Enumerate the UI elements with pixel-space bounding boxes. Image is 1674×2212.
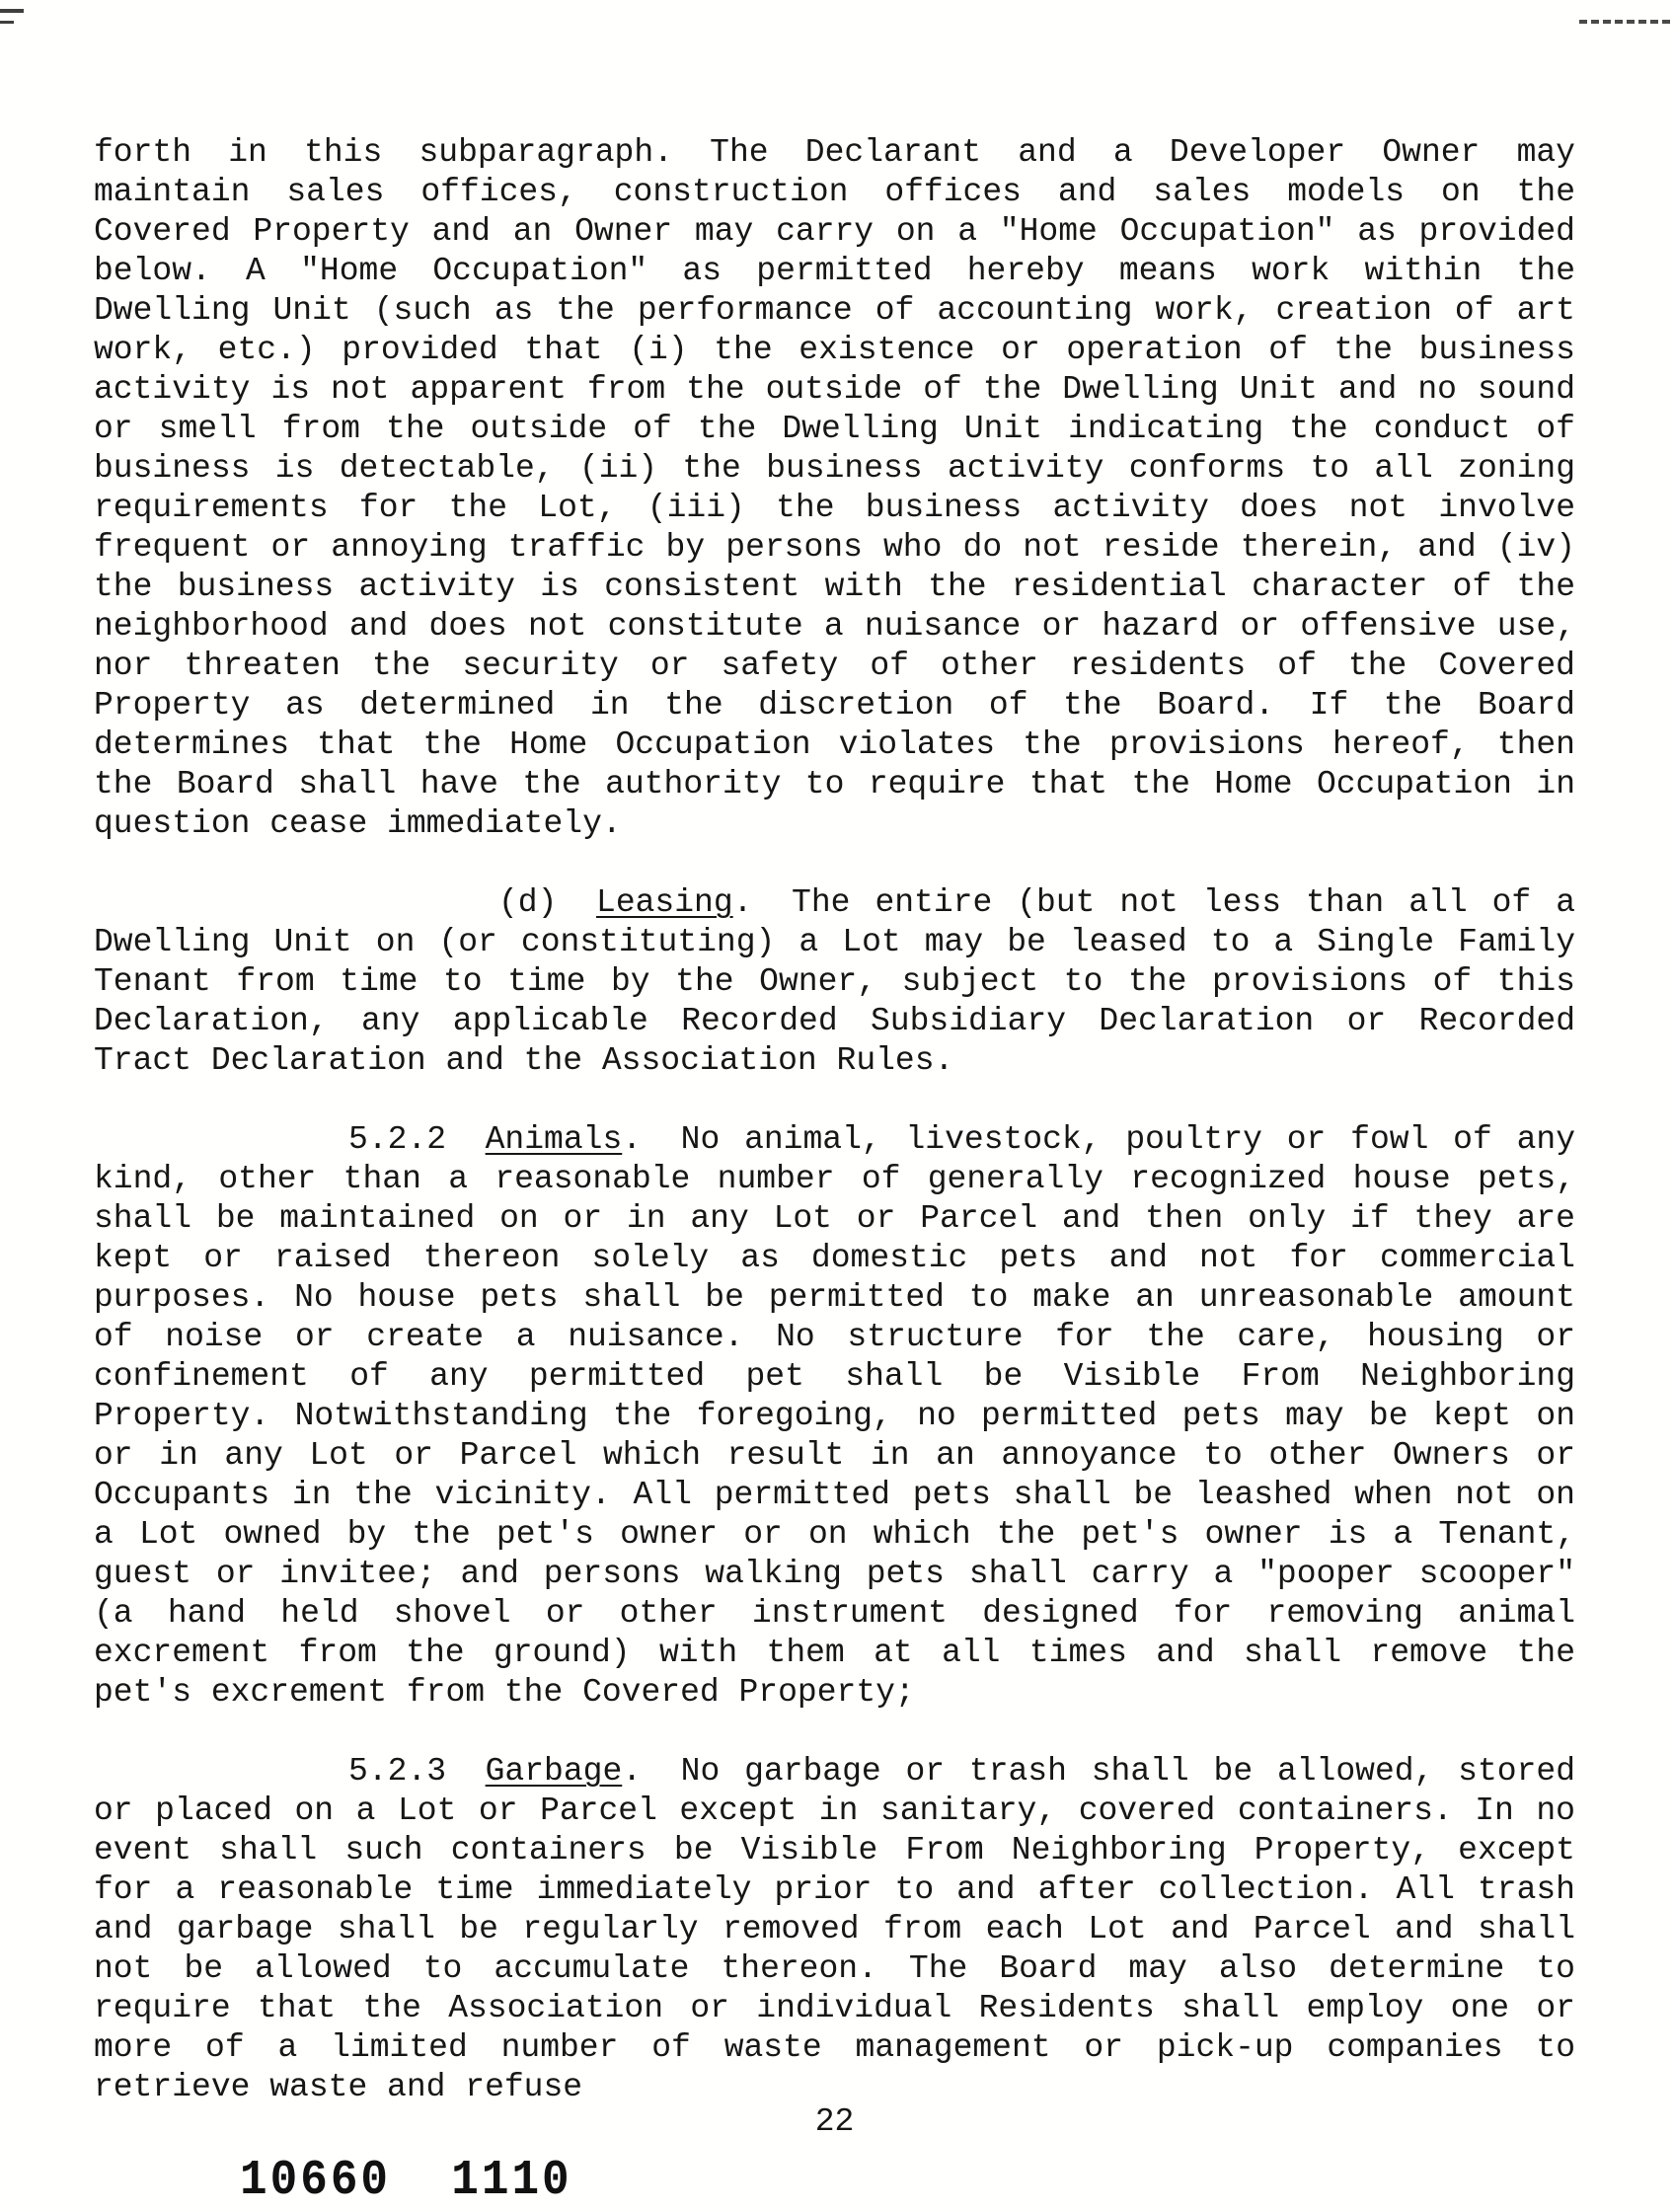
paragraph-text: The entire (but not less than all of a Dwelling Unit on (or constituting) a Lot may be leased to a Single Family Tenant from time to time by the Owner, subject to the provisions of this Declaration, any applicable Recorded Subsidiary Declaration or Recorded Tract Declaration and the Association Rules. [94,884,1575,1079]
paragraph-leasing [94,883,1575,1081]
section-letter: (d) [498,884,558,921]
section-number: 5.2.2 [348,1121,447,1158]
paragraph-text: No animal, livestock, poultry or fowl of any kind, other than a reasonable number of generally recognized house pets, shall be maintained on or in any Lot or Parcel and then only if they are kept or raised thereon solely as domestic pets and not for commercial purposes. No house pets shall be permitted to make an unreasonable amount of noise or create a nuisance. No structure for the care, housing or confinement of any permitted pet shall be Visible From Neighboring Property. Notwithstanding the foregoing, no permitted pets may be kept on or in any Lot or Parcel which result in an annoyance to other Owners or Occupants in the vicinity. All permitted pets shall be leashed when not on a Lot owned by the pet's owner or on which the pet's owner is a Tenant, guest or invitee; and persons walking pets shall carry a "pooper scooper" (a hand held shovel or other instrument designed for removing animal excrement from the ground) with them at all times and shall remove the pet's excrement from the Covered Property; [94,1121,1575,1711]
paragraph-home-occupation [94,133,1575,844]
scan-artifact-top-left-2 [0,21,14,24]
section-heading-leasing: Leasing [596,884,733,921]
section-heading-animals: Animals [485,1121,623,1158]
paragraph-text: forth in this subparagraph. The Declarant and a Developer Owner may maintain sales offices, construction offices and sales models on the Covered Property and an Owner may carry on a "Home Occupation" as provided below. A "Home Occupation" as permitted hereby means work within the Dwelling Unit (such as the performance of accounting work, creation of art work, etc.) provided that (i) the existence or operation of the business activity is not apparent from the outside of the Dwelling Unit and no sound or smell from the outside of the Dwelling Unit indicating the conduct of business is detectable, (ii) the business activity conforms to all zoning requirements for the Lot, (iii) the business activity does not involve frequent or annoying traffic by persons who do not reside therein, and (iv) the business activity is consistent with the residential character of the neighborhood and does not constitute a nuisance or hazard or offensive use, nor threaten the security or safety of other residents of the Covered Property as determined in the discretion of the Board. If the Board determines that the Home Occupation violates the provisions hereof, then the Board shall have the authority to require that the Home Occupation in question cease immediately. [94,134,1575,842]
paragraph-garbage [94,1752,1575,2107]
section-number: 5.2.3 [348,1753,447,1790]
scan-artifact-top-right [1579,20,1670,24]
heading-period: . [622,1753,643,1790]
heading-period: . [732,884,753,921]
page-number: 22 [814,2103,855,2140]
text-block [94,133,1575,2107]
paragraph-text: No garbage or trash shall be allowed, stored or placed on a Lot or Parcel except in sanitary, covered containers. In no event shall such containers be Visible From Neighboring Property, except for a reasonable time immediately prior to and after collection. All trash and garbage shall be regularly removed from each Lot and Parcel and shall not be allowed to accumulate thereon. The Board may also determine to require that the Association or individual Residents shall employ one or more of a limited number of waste management or pick-up companies to retrieve waste and refuse [94,1753,1575,2105]
scan-artifact-top-left [0,9,24,13]
paragraph-animals [94,1120,1575,1713]
document-stamp: 10660 1110 [240,2152,572,2209]
heading-period: . [622,1121,643,1158]
section-heading-garbage: Garbage [485,1753,623,1790]
